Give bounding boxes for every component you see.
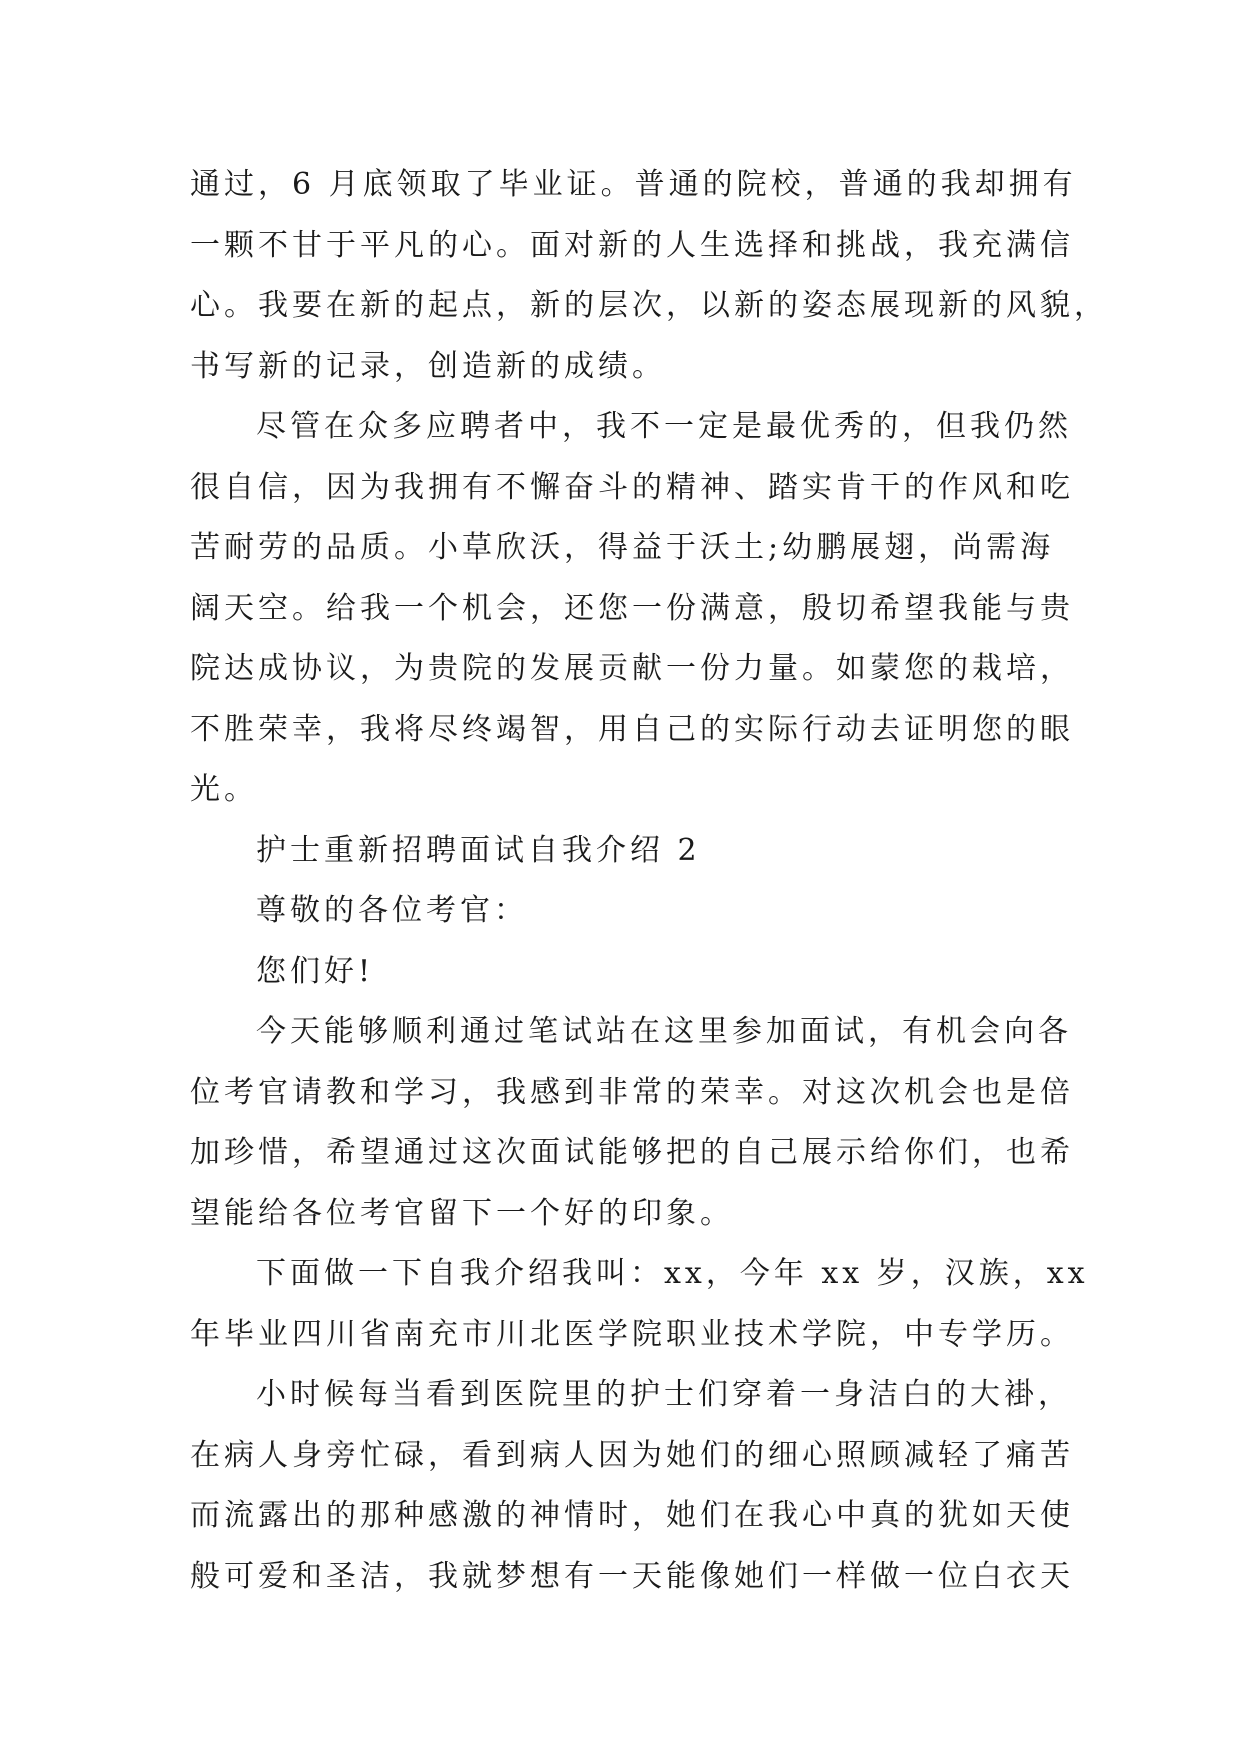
text-line: 通过，6 月底领取了毕业证。普通的院校，普通的我却拥有 (190, 167, 1077, 202)
text-line: 加珍惜，希望通过这次面试能够把的自己展示给你们，也希 (190, 1135, 1074, 1170)
text-line: 书写新的记录，创造新的成绩。 (190, 348, 666, 384)
text-line: 苦耐劳的品质。小草欣沃，得益于沃土;幼鹏展翅，尚需海 (190, 530, 1055, 565)
text-line: 般可爱和圣洁，我就梦想有一天能像她们一样做一位白衣天 (190, 1558, 1074, 1594)
greeting: 您们好! (256, 953, 375, 989)
text-line: 不胜荣幸，我将尽终竭智，用自己的实际行动去证明您的眼 (190, 711, 1074, 747)
text-line: 心。我要在新的起点，新的层次，以新的姿态展现新的风貌， (190, 288, 1108, 323)
salutation: 尊敬的各位考官： (256, 893, 528, 928)
paragraph-first-line: 下面做一下自我介绍我叫：xx，今年 xx 岁，汉族，xx (256, 1256, 1089, 1291)
paragraph-first-line: 尽管在众多应聘者中，我不一定是最优秀的，但我仍然 (256, 409, 1072, 444)
text-line: 院达成协议，为贵院的发展贡献一份力量。如蒙您的栽培， (190, 651, 1074, 686)
document-page (190, 155, 1108, 1607)
text-line: 很自信，因为我拥有不懈奋斗的精神、踏实肯干的作风和吃 (190, 469, 1074, 505)
text-line: 而流露出的那种感激的神情时，她们在我心中真的犹如天使 (190, 1498, 1074, 1533)
text-line: 望能给各位考官留下一个好的印象。 (190, 1195, 734, 1231)
paragraph-first-line: 小时候每当看到医院里的护士们穿着一身洁白的大褂， (256, 1377, 1072, 1412)
text-line: 一颗不甘于平凡的心。面对新的人生选择和挑战，我充满信 (190, 227, 1074, 263)
text-line: 光。 (190, 772, 258, 807)
text-line: 年毕业四川省南充市川北医学院职业技术学院，中专学历。 (190, 1316, 1074, 1352)
text-line: 在病人身旁忙碌，看到病人因为她们的细心照顾减轻了痛苦 (190, 1437, 1074, 1473)
text-line: 位考官请教和学习，我感到非常的荣幸。对这次机会也是倍 (190, 1074, 1074, 1110)
paragraph-first-line: 今天能够顺利通过笔试站在这里参加面试，有机会向各 (256, 1014, 1072, 1049)
section-title: 护士重新招聘面试自我介绍 2 (256, 832, 701, 868)
text-line: 阔天空。给我一个机会，还您一份满意，殷切希望我能与贵 (190, 590, 1074, 626)
